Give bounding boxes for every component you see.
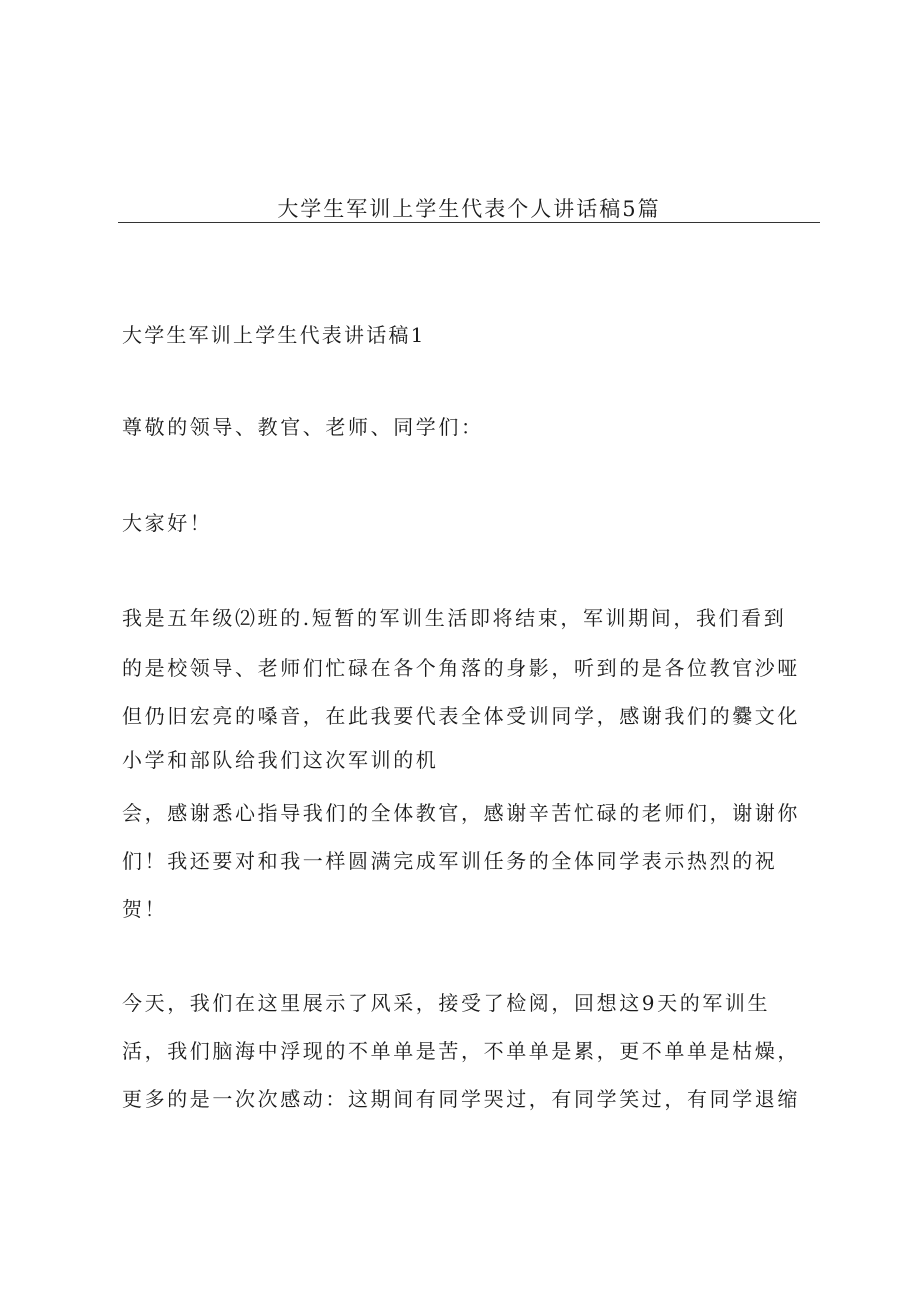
paragraph-line: 的是校领导、老师们忙碌在各个角落的身影，听到的是各位教官沙哑 <box>122 656 800 680</box>
paragraph-line: 活，我们脑海中浮现的不单单是苦，不单单是累，更不单单是枯燥， <box>122 1039 800 1063</box>
paragraph-line: 今天，我们在这里展示了风采，接受了检阅，回想这9天的军训生 <box>122 991 771 1015</box>
document-title: 大学生军训上学生代表个人讲话稿5篇 <box>277 197 661 221</box>
paragraph-line: 但仍旧宏亮的嗓音，在此我要代表全体受训同学，感谢我们的爨文化 <box>122 704 800 728</box>
title-underline <box>118 222 820 223</box>
paragraph-line: 小学和部队给我们这次军训的机 <box>122 748 439 772</box>
greeting: 大家好！ <box>122 511 213 535</box>
paragraph-line: 会，感谢悉心指导我们的全体教官，感谢辛苦忙碌的老师们，谢谢你 <box>122 801 800 825</box>
paragraph-line: 们！我还要对和我一样圆满完成军训任务的全体同学表示热烈的祝 <box>122 849 778 873</box>
paragraph-line: 我是五年级⑵班的.短暂的军训生活即将结束，军训期间，我们看到 <box>122 606 787 630</box>
paragraph-line: 贺！ <box>122 897 168 921</box>
paragraph-line: 更多的是一次次感动：这期间有同学哭过，有同学笑过，有同学退缩 <box>122 1087 800 1111</box>
salutation: 尊敬的领导、教官、老师、同学们： <box>122 415 484 439</box>
section-heading: 大学生军训上学生代表讲话稿1 <box>122 323 426 347</box>
